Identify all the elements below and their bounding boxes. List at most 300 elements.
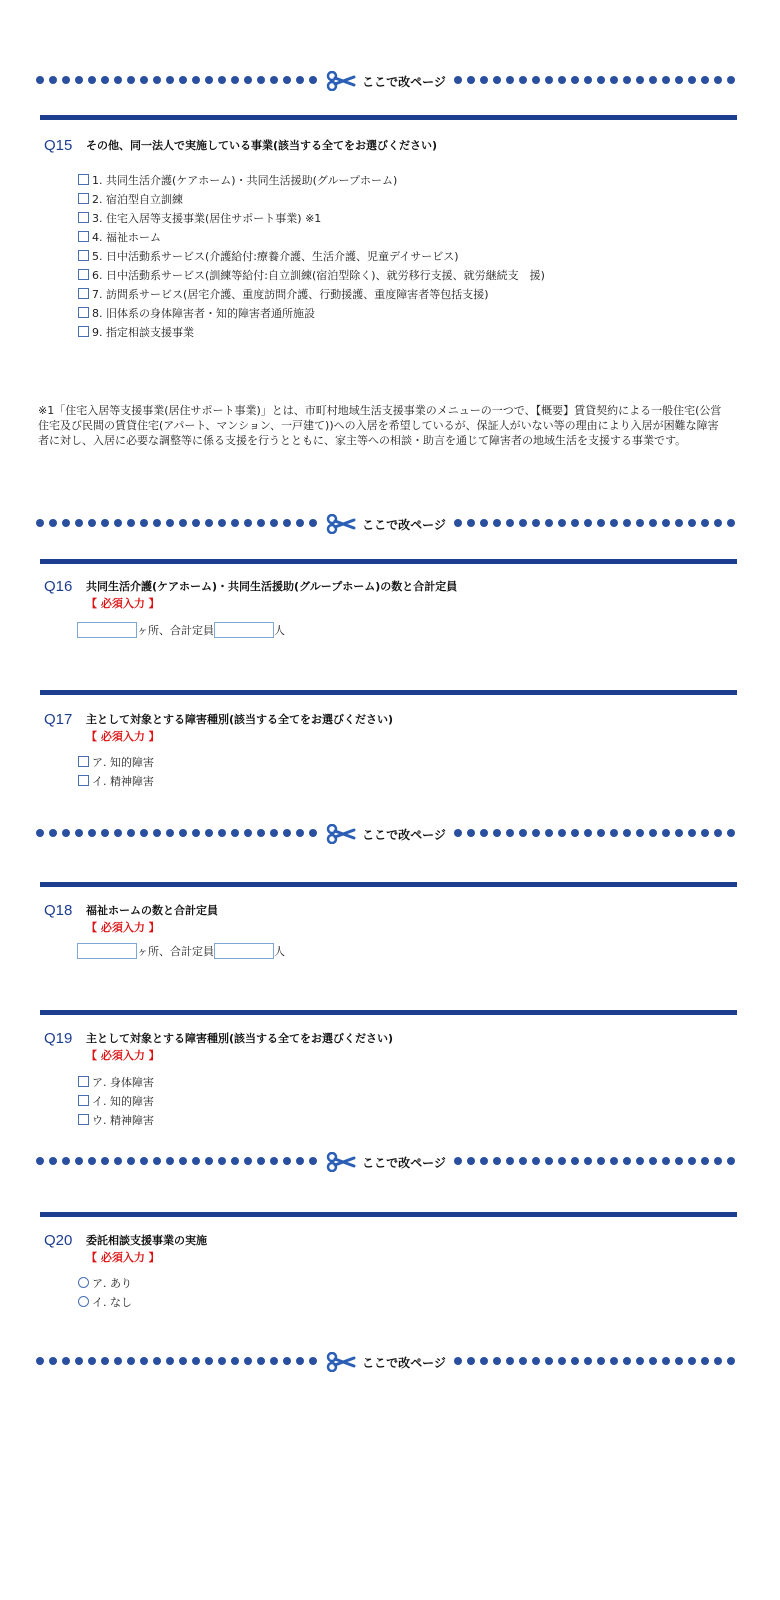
dot-line-right <box>454 829 736 839</box>
dot <box>714 1357 722 1365</box>
dot <box>597 1157 605 1165</box>
dot <box>309 519 317 527</box>
dot <box>636 76 644 84</box>
dot <box>610 829 618 837</box>
scissors-icon <box>326 71 356 91</box>
dot <box>62 1357 70 1365</box>
dot <box>179 1157 187 1165</box>
dot <box>558 519 566 527</box>
dot <box>714 519 722 527</box>
dot <box>114 829 122 837</box>
page-break-divider <box>36 1150 736 1174</box>
dot <box>231 519 239 527</box>
dot <box>545 519 553 527</box>
dot <box>584 519 592 527</box>
page-break-divider <box>36 69 736 93</box>
dot <box>493 1357 501 1365</box>
dot <box>49 519 57 527</box>
checkbox[interactable] <box>78 1114 89 1125</box>
checkbox[interactable] <box>78 1076 89 1087</box>
dot <box>623 1157 631 1165</box>
dot <box>571 829 579 837</box>
dot <box>205 1357 213 1365</box>
q16-header <box>44 578 457 611</box>
dot <box>610 76 618 84</box>
dot <box>467 1357 475 1365</box>
question-title: その他、同一法人で実施している事業(該当する全てをお選びください) <box>86 139 438 152</box>
dot <box>532 1357 540 1365</box>
dot <box>244 1357 252 1365</box>
q18-capacity-input[interactable] <box>214 943 274 959</box>
q15-option-5[interactable]: 5. 日中活動系サービス(介護給付:療養介護、生活介護、児童デイサービス) <box>78 246 545 265</box>
dot <box>205 76 213 84</box>
dot <box>571 519 579 527</box>
q20-option-2[interactable]: イ. なし <box>78 1292 132 1311</box>
dot <box>192 829 200 837</box>
q19-header <box>44 1030 393 1063</box>
dot <box>610 519 618 527</box>
q19-options <box>78 1072 154 1129</box>
question-title: 福祉ホームの数と合計定員 <box>86 904 218 917</box>
dot <box>153 1157 161 1165</box>
dot <box>519 1157 527 1165</box>
dot <box>296 76 304 84</box>
dot-line-right <box>454 519 736 529</box>
q17-header <box>44 711 393 744</box>
required-label: 【 必須入力 】 <box>86 1049 160 1062</box>
dot <box>179 76 187 84</box>
q15-header <box>44 137 437 154</box>
page-break-label: ここで改ページ <box>362 1355 446 1370</box>
required-label: 【 必須入力 】 <box>86 921 160 934</box>
q15-option-1[interactable]: 1. 共同生活介護(ケアホーム)・共同生活援助(グループホーム) <box>78 170 545 189</box>
q17-options <box>78 752 154 790</box>
dot <box>244 76 252 84</box>
dot <box>36 829 44 837</box>
dot <box>623 829 631 837</box>
checkbox[interactable] <box>78 269 89 280</box>
question-title: 委託相談支援事業の実施 <box>86 1234 207 1247</box>
dot <box>296 829 304 837</box>
dot <box>49 76 57 84</box>
dot <box>675 829 683 837</box>
q20-options <box>78 1273 132 1311</box>
q16-capacity-input[interactable] <box>214 622 274 638</box>
dot <box>467 829 475 837</box>
q19-option-1[interactable]: ア. 身体障害 <box>78 1072 154 1091</box>
dot-line-right <box>454 1157 736 1167</box>
dot <box>480 76 488 84</box>
unit-label: ヶ所、合計定員 <box>137 945 214 958</box>
dot <box>636 1157 644 1165</box>
dot <box>506 76 514 84</box>
question-title: 共同生活介護(ケアホーム)・共同生活援助(グループホーム)の数と合計定員 <box>86 580 458 593</box>
dot <box>36 76 44 84</box>
dot <box>701 76 709 84</box>
q15-option-2[interactable]: 2. 宿泊型自立訓練 <box>78 189 545 208</box>
dot-line-right <box>454 1357 736 1367</box>
dot <box>636 519 644 527</box>
dot <box>166 519 174 527</box>
dot <box>88 1357 96 1365</box>
q17-option-2[interactable]: イ. 精神障害 <box>78 771 154 790</box>
dot <box>218 829 226 837</box>
section-rule <box>40 559 737 564</box>
dot <box>545 1357 553 1365</box>
dot <box>231 1157 239 1165</box>
q19-option-3[interactable]: ウ. 精神障害 <box>78 1110 154 1129</box>
dot <box>62 76 70 84</box>
dot <box>140 829 148 837</box>
dot <box>454 1157 462 1165</box>
dot <box>270 76 278 84</box>
dot <box>454 76 462 84</box>
dot <box>597 519 605 527</box>
page-break-label: ここで改ページ <box>362 517 446 532</box>
unit-label: ヶ所、合計定員 <box>137 624 214 637</box>
scissors-icon <box>326 1352 356 1372</box>
dot <box>623 519 631 527</box>
dot <box>571 1357 579 1365</box>
unit-label: 人 <box>274 624 285 637</box>
dot <box>467 519 475 527</box>
question-title: 主として対象とする障害種別(該当する全てをお選びください) <box>86 713 394 726</box>
dot <box>101 76 109 84</box>
dot <box>727 519 735 527</box>
dot <box>140 1357 148 1365</box>
dot <box>545 1157 553 1165</box>
dot <box>75 76 83 84</box>
dot <box>675 76 683 84</box>
section-rule <box>40 690 737 695</box>
dot <box>558 1357 566 1365</box>
checkbox[interactable] <box>78 174 89 185</box>
checkbox[interactable] <box>78 231 89 242</box>
dot <box>309 829 317 837</box>
dot <box>166 76 174 84</box>
dot <box>727 1357 735 1365</box>
dot <box>688 76 696 84</box>
dot <box>519 829 527 837</box>
dot <box>218 76 226 84</box>
page-break-label: ここで改ページ <box>362 827 446 842</box>
dot <box>610 1357 618 1365</box>
dot <box>610 1157 618 1165</box>
dot <box>571 76 579 84</box>
dot <box>166 1157 174 1165</box>
q18-header <box>44 902 218 935</box>
dot <box>662 829 670 837</box>
dot <box>558 76 566 84</box>
dot <box>283 519 291 527</box>
dot <box>519 519 527 527</box>
dot <box>584 1157 592 1165</box>
radio-button[interactable] <box>78 1296 89 1307</box>
dot <box>519 76 527 84</box>
q16-count-input[interactable] <box>77 622 137 638</box>
question-number: Q18 <box>44 902 73 919</box>
question-number: Q15 <box>44 137 73 154</box>
dot <box>675 1157 683 1165</box>
dot <box>75 519 83 527</box>
dot <box>727 829 735 837</box>
dot <box>714 76 722 84</box>
radio-button[interactable] <box>78 1277 89 1288</box>
dot <box>532 1157 540 1165</box>
dot <box>270 1357 278 1365</box>
dot <box>257 1357 265 1365</box>
dot <box>62 519 70 527</box>
dot <box>101 1157 109 1165</box>
checkbox[interactable] <box>78 307 89 318</box>
dot <box>179 829 187 837</box>
dot <box>244 829 252 837</box>
q15-options <box>78 170 545 341</box>
checkbox[interactable] <box>78 288 89 299</box>
dot <box>62 829 70 837</box>
dot <box>662 1157 670 1165</box>
question-number: Q19 <box>44 1030 73 1047</box>
dot <box>140 1157 148 1165</box>
q17-option-1[interactable]: ア. 知的障害 <box>78 752 154 771</box>
dot <box>75 1357 83 1365</box>
dot <box>49 1357 57 1365</box>
dot <box>179 519 187 527</box>
dot <box>244 519 252 527</box>
dot <box>662 519 670 527</box>
dot <box>454 519 462 527</box>
dot <box>714 829 722 837</box>
dot <box>244 1157 252 1165</box>
dot <box>36 1157 44 1165</box>
dot <box>114 1157 122 1165</box>
dot <box>662 76 670 84</box>
q19-option-2[interactable]: イ. 知的障害 <box>78 1091 154 1110</box>
scissors-icon <box>326 1152 356 1172</box>
q15-option-4[interactable]: 4. 福祉ホーム <box>78 227 545 246</box>
section-rule <box>40 882 737 887</box>
dot-line-left <box>36 1157 318 1167</box>
dot <box>636 829 644 837</box>
dot <box>727 1157 735 1165</box>
q20-option-1[interactable]: ア. あり <box>78 1273 132 1292</box>
dot-line-left <box>36 519 318 529</box>
section-rule <box>40 1010 737 1015</box>
dot <box>140 519 148 527</box>
required-label: 【 必須入力 】 <box>86 730 160 743</box>
dot <box>218 1157 226 1165</box>
dot <box>205 829 213 837</box>
dot <box>283 1157 291 1165</box>
dot <box>454 829 462 837</box>
dot <box>688 519 696 527</box>
dot <box>532 829 540 837</box>
page-break-label: ここで改ページ <box>362 74 446 89</box>
q15-option-8[interactable]: 8. 旧体系の身体障害者・知的障害者通所施設 <box>78 303 545 322</box>
dot <box>532 519 540 527</box>
dot <box>701 519 709 527</box>
dot <box>701 829 709 837</box>
dot <box>205 1157 213 1165</box>
question-number: Q16 <box>44 578 73 595</box>
dot <box>231 1357 239 1365</box>
dot <box>36 1357 44 1365</box>
dot <box>192 519 200 527</box>
dot <box>114 76 122 84</box>
dot <box>101 829 109 837</box>
required-label: 【 必須入力 】 <box>86 1251 160 1264</box>
dot <box>584 1357 592 1365</box>
dot <box>558 829 566 837</box>
checkbox[interactable] <box>78 250 89 261</box>
dot <box>584 829 592 837</box>
dot <box>36 519 44 527</box>
dot <box>545 76 553 84</box>
dot <box>88 1157 96 1165</box>
dot <box>88 76 96 84</box>
dot <box>467 76 475 84</box>
dot <box>688 1157 696 1165</box>
scissors-icon <box>326 514 356 534</box>
checkbox[interactable] <box>78 775 89 786</box>
dot <box>88 829 96 837</box>
dot <box>493 829 501 837</box>
dot <box>166 829 174 837</box>
dot-line-left <box>36 829 318 839</box>
dot <box>257 519 265 527</box>
unit-label: 人 <box>274 945 285 958</box>
dot <box>727 76 735 84</box>
dot <box>153 829 161 837</box>
question-title: 主として対象とする障害種別(該当する全てをお選びください) <box>86 1032 394 1045</box>
section-rule <box>40 1212 737 1217</box>
dot <box>584 76 592 84</box>
dot <box>597 1357 605 1365</box>
dot <box>701 1357 709 1365</box>
dot <box>480 1357 488 1365</box>
q16-inputs <box>77 622 285 638</box>
dot <box>127 76 135 84</box>
checkbox[interactable] <box>78 212 89 223</box>
dot <box>597 76 605 84</box>
dot <box>101 519 109 527</box>
dot <box>701 1157 709 1165</box>
dot <box>532 76 540 84</box>
dot <box>714 1157 722 1165</box>
dot <box>49 1157 57 1165</box>
dot <box>166 1357 174 1365</box>
q15-option-3[interactable]: 3. 住宅入居等支援事業(居住サポート事業) ※1 <box>78 208 545 227</box>
dot <box>75 829 83 837</box>
q20-header <box>44 1232 207 1265</box>
dot <box>270 519 278 527</box>
dot <box>519 1357 527 1365</box>
dot <box>153 76 161 84</box>
dot <box>192 1357 200 1365</box>
dot <box>571 1157 579 1165</box>
dot <box>558 1157 566 1165</box>
dot <box>506 519 514 527</box>
q18-count-input[interactable] <box>77 943 137 959</box>
dot <box>114 519 122 527</box>
dot <box>153 519 161 527</box>
checkbox[interactable] <box>78 193 89 204</box>
dot <box>62 1157 70 1165</box>
dot <box>296 1357 304 1365</box>
page-break-label: ここで改ページ <box>362 1155 446 1170</box>
dot <box>506 829 514 837</box>
dot <box>623 76 631 84</box>
dot <box>192 76 200 84</box>
checkbox[interactable] <box>78 756 89 767</box>
q15-option-9[interactable]: 9. 指定相談支援事業 <box>78 322 545 341</box>
dot <box>506 1357 514 1365</box>
dot <box>597 829 605 837</box>
dot <box>649 76 657 84</box>
page-break-divider <box>36 1350 736 1374</box>
q15-option-6[interactable]: 6. 日中活動系サービス(訓練等給付:自立訓練(宿泊型除く)、就労移行支援、就労継続支 援) <box>78 265 545 284</box>
dot <box>662 1357 670 1365</box>
dot <box>257 76 265 84</box>
dot <box>675 519 683 527</box>
dot <box>114 1357 122 1365</box>
dot <box>545 829 553 837</box>
dot <box>493 1157 501 1165</box>
q15-option-7[interactable]: 7. 訪問系サービス(居宅介護、重度訪問介護、行動援護、重度障害者等包括支援) <box>78 284 545 303</box>
page-break-divider <box>36 512 736 536</box>
dot <box>283 1357 291 1365</box>
dot <box>153 1357 161 1365</box>
checkbox[interactable] <box>78 1095 89 1106</box>
q18-inputs <box>77 943 285 959</box>
dot <box>49 829 57 837</box>
dot <box>675 1357 683 1365</box>
required-label: 【 必須入力 】 <box>86 597 160 610</box>
dot <box>127 519 135 527</box>
dot <box>283 76 291 84</box>
dot <box>480 519 488 527</box>
dot <box>127 829 135 837</box>
dot <box>257 1157 265 1165</box>
dot <box>231 76 239 84</box>
dot <box>75 1157 83 1165</box>
checkbox[interactable] <box>78 326 89 337</box>
dot <box>649 1157 657 1165</box>
scissors-icon <box>326 824 356 844</box>
dot <box>506 1157 514 1165</box>
dot <box>623 1357 631 1365</box>
dot-line-left <box>36 76 318 86</box>
dot <box>218 1357 226 1365</box>
dot <box>649 1357 657 1365</box>
dot <box>309 76 317 84</box>
dot <box>127 1157 135 1165</box>
dot <box>296 1157 304 1165</box>
dot <box>270 829 278 837</box>
dot <box>309 1357 317 1365</box>
dot <box>649 519 657 527</box>
dot <box>205 519 213 527</box>
dot <box>257 829 265 837</box>
dot-line-left <box>36 1357 318 1367</box>
dot <box>192 1157 200 1165</box>
dot <box>480 829 488 837</box>
dot <box>88 519 96 527</box>
dot <box>649 829 657 837</box>
dot <box>454 1357 462 1365</box>
dot <box>636 1357 644 1365</box>
dot <box>127 1357 135 1365</box>
